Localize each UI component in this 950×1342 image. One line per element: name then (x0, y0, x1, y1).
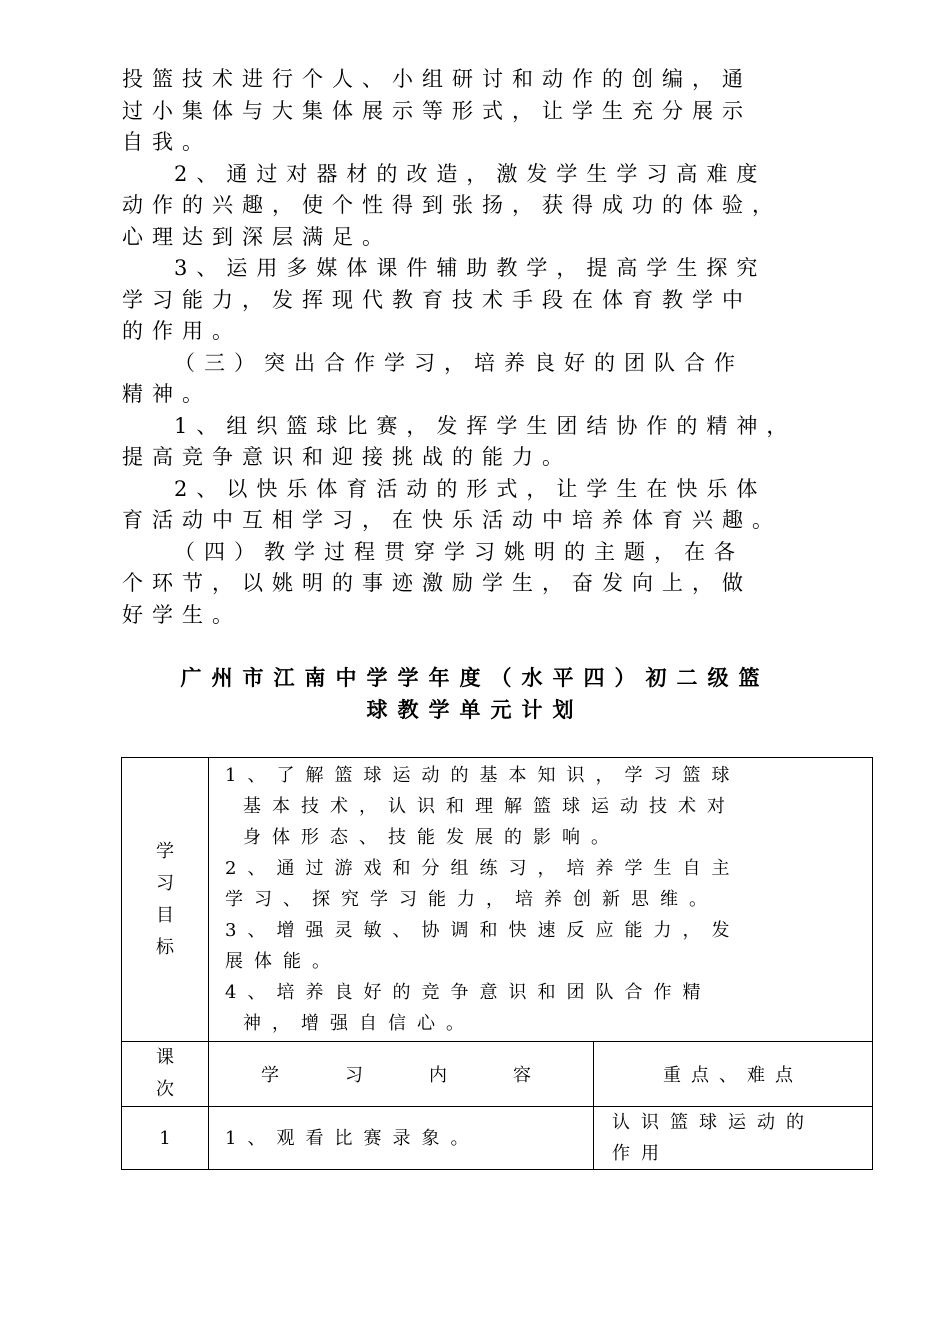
body-line: 好学生。 (122, 603, 242, 627)
content-header: 学 习 内 容 (209, 1042, 594, 1107)
key-points-line: 作用 (612, 1143, 670, 1164)
lesson-number: 1 (122, 1107, 209, 1170)
body-line: 过小集体与大集体展示等形式，让学生充分展示 (122, 99, 752, 123)
body-line: 提高竞争意识和迎接挑战的能力。 (122, 445, 572, 469)
goals-row (122, 758, 873, 1042)
body-line: 投篮技术进行个人、小组研讨和动作的创编，通 (122, 67, 752, 91)
goal-line: 基本技术，认识和理解篮球运动技术对 (243, 796, 736, 817)
table-row (122, 1107, 873, 1170)
body-line: 的作用。 (122, 319, 242, 343)
goals-label-char: 目 (156, 904, 174, 926)
goals-content-cell (209, 758, 873, 1042)
body-line: 2、通过对器材的改造，激发学生学习高难度 (174, 162, 767, 186)
body-line: 育活动中互相学习，在快乐活动中培养体育兴趣。 (122, 508, 782, 532)
plan-title-line-2: 球教学单元计划 (366, 698, 584, 722)
lesson-header-cell (122, 1042, 209, 1107)
lesson-key-points (594, 1107, 873, 1170)
goals-label-char: 习 (156, 872, 174, 894)
body-line: 心理达到深层满足。 (122, 225, 392, 249)
body-line: 2、以快乐体育活动的形式，让学生在快乐体 (174, 477, 767, 501)
goal-line: 展体能。 (225, 951, 341, 972)
goal-line: 3、增强灵敏、协调和快速反应能力，发 (225, 920, 741, 941)
goal-line: 身体形态、技能发展的影响。 (243, 827, 620, 848)
body-line: 1、组织篮球比赛，发挥学生团结协作的精神， (174, 414, 797, 438)
goals-label-char: 学 (156, 840, 174, 862)
goals-label-cell (122, 758, 209, 1042)
goal-line: 神，增强自信心。 (243, 1013, 475, 1034)
body-line: 自我。 (122, 130, 212, 154)
section-heading-4: （四）教学过程贯穿学习姚明的主题，在各 (174, 540, 744, 564)
body-line: 个环节，以姚明的事迹激励学生，奋发向上，做 (122, 571, 752, 595)
lesson-header (122, 1042, 208, 1106)
lesson-content (209, 1107, 594, 1170)
body-line: 学习能力，发挥现代教育技术手段在体育教学中 (122, 288, 752, 312)
body-line: 动作的兴趣，使个性得到张扬，获得成功的体验， (122, 193, 782, 217)
lesson-content-text: 1、观看比赛录象。 (225, 1127, 480, 1149)
key-points-line: 认识篮球运动的 (612, 1112, 815, 1133)
plan-title-line-1: 广州市江南中学学年度（水平四）初二级篮 (180, 666, 770, 690)
section-heading-3: （三）突出合作学习，培养良好的团队合作 (174, 351, 744, 375)
goal-line: 学习、探究学习能力，培养创新思维。 (225, 889, 718, 910)
body-line: 3、运用多媒体课件辅助教学，提高学生探究 (174, 256, 767, 280)
table-header-row (122, 1042, 873, 1107)
lesson-header-char: 次 (156, 1079, 174, 1100)
lesson-header-char: 课 (156, 1047, 174, 1068)
goals-label-char: 标 (156, 936, 174, 958)
body-line: 精神。 (122, 382, 212, 406)
goal-line: 2、通过游戏和分组练习，培养学生自主 (225, 858, 741, 879)
unit-plan-table (121, 757, 873, 1170)
goal-line: 4、培养良好的竞争意识和团队合作精 (225, 982, 712, 1003)
goals-label (122, 836, 208, 964)
goal-line: 1、了解篮球运动的基本知识，学习篮球 (225, 765, 741, 786)
key-points-header: 重点、难点 (594, 1042, 873, 1107)
